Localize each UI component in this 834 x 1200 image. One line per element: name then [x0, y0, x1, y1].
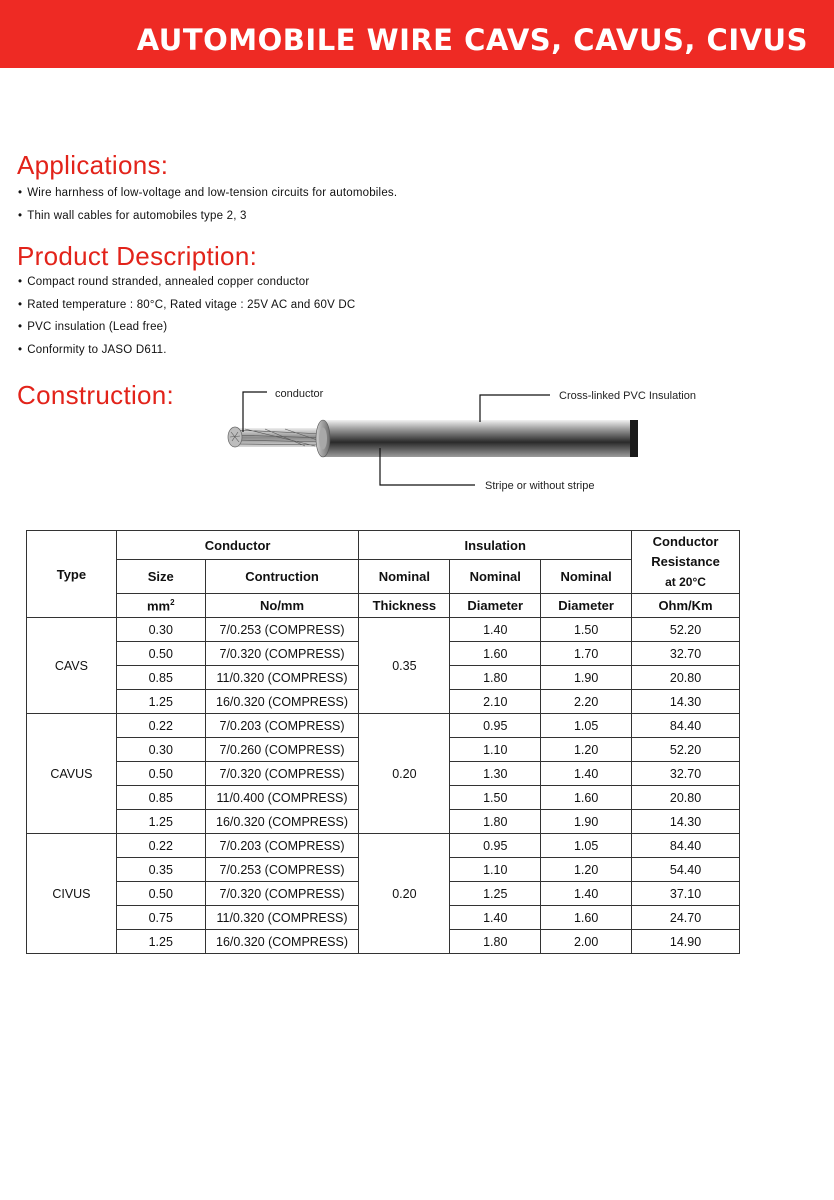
construction-unit: No/mm	[205, 594, 359, 618]
diameter-cell: 1.30	[450, 762, 541, 786]
size-cell: 0.50	[116, 642, 205, 666]
diameter-cell: 1.25	[450, 882, 541, 906]
resistance-cell: 14.90	[632, 930, 740, 954]
size-cell: 0.22	[116, 834, 205, 858]
wire-construction-diagram	[205, 380, 725, 495]
diameter-cell-2: 1.40	[541, 762, 632, 786]
size-unit	[116, 594, 205, 618]
nominal-diameter-header: Nominal	[450, 560, 541, 594]
diameter-cell: 1.60	[450, 642, 541, 666]
construction-cell: 11/0.320 (COMPRESS)	[205, 666, 359, 690]
resistance-header-line1: Conductor	[652, 534, 719, 549]
diameter-cell: 1.50	[450, 786, 541, 810]
diameter-cell-2: 1.90	[541, 810, 632, 834]
applications-list	[18, 182, 397, 227]
size-unit-sup: 2	[170, 597, 175, 607]
size-cell: 0.85	[116, 666, 205, 690]
diameter-cell-2: 1.05	[541, 834, 632, 858]
units-row	[27, 594, 740, 618]
applications-heading: Applications:	[17, 150, 169, 180]
diameter-cell-2: 1.70	[541, 642, 632, 666]
size-cell: 0.35	[116, 858, 205, 882]
diameter-cell-2: 1.60	[541, 786, 632, 810]
construction-heading: Construction:	[17, 380, 175, 410]
resistance-header-line3: at 20°C	[665, 575, 706, 589]
resistance-cell: 20.80	[632, 786, 740, 810]
diameter-cell: 2.10	[450, 690, 541, 714]
diameter-cell: 1.10	[450, 738, 541, 762]
resistance-cell: 32.70	[632, 642, 740, 666]
diameter-cell-2: 1.40	[541, 882, 632, 906]
diameter-unit-2: Diameter	[541, 594, 632, 618]
size-header: Size	[116, 560, 205, 594]
size-cell: 0.30	[116, 738, 205, 762]
construction-cell: 16/0.320 (COMPRESS)	[205, 690, 359, 714]
resistance-cell: 32.70	[632, 762, 740, 786]
product-description-heading: Product Description:	[17, 241, 258, 271]
stripe-label: Stripe or without stripe	[485, 480, 595, 492]
construction-cell: 7/0.320 (COMPRESS)	[205, 882, 359, 906]
type-cell: CAVS	[27, 618, 117, 714]
diameter-cell-2: 1.60	[541, 906, 632, 930]
resistance-cell: 24.70	[632, 906, 740, 930]
page-title: AUTOMOBILE WIRE CAVS, CAVUS, CIVUS	[136, 23, 808, 57]
size-cell: 0.22	[116, 714, 205, 738]
insulation-label: Cross-linked PVC Insulation	[559, 390, 696, 402]
thickness-cell: 0.20	[359, 834, 450, 954]
insulation-header: Insulation	[359, 531, 632, 560]
diameter-cell-2: 2.20	[541, 690, 632, 714]
type-header: Type	[27, 531, 117, 618]
conductor-label: conductor	[275, 388, 324, 400]
nominal-thickness-header: Nominal	[359, 560, 450, 594]
size-unit-base: mm	[146, 598, 171, 614]
list-item: • PVC insulation (Lead free)	[18, 316, 355, 339]
construction-cell: 7/0.320 (COMPRESS)	[205, 762, 359, 786]
type-cell: CIVUS	[27, 834, 117, 954]
diameter-cell: 1.80	[450, 810, 541, 834]
thickness-unit: Thickness	[359, 594, 450, 618]
insulation-jacket	[316, 420, 638, 457]
diameter-cell: 1.40	[450, 618, 541, 642]
size-cell: 0.50	[116, 882, 205, 906]
construction-cell: 7/0.253 (COMPRESS)	[205, 618, 359, 642]
size-cell: 0.85	[116, 786, 205, 810]
resistance-header	[632, 531, 740, 594]
thickness-cell: 0.35	[359, 618, 450, 714]
resistance-cell: 52.20	[632, 618, 740, 642]
conductor-header: Conductor	[116, 531, 359, 560]
table-row	[27, 714, 740, 738]
construction-cell: 11/0.320 (COMPRESS)	[205, 906, 359, 930]
diameter-cell-2: 2.00	[541, 930, 632, 954]
list-item: • Wire harnhess of low-voltage and low-tension circuits for automobiles.	[18, 182, 397, 205]
size-cell: 0.75	[116, 906, 205, 930]
resistance-cell: 52.20	[632, 738, 740, 762]
resistance-cell: 20.80	[632, 666, 740, 690]
size-cell: 0.30	[116, 618, 205, 642]
table-row	[27, 618, 740, 642]
resistance-cell: 14.30	[632, 810, 740, 834]
thickness-cell: 0.20	[359, 714, 450, 834]
diameter-cell-2: 1.20	[541, 858, 632, 882]
description-list	[18, 271, 355, 361]
diameter-cell: 0.95	[450, 834, 541, 858]
table-row	[27, 834, 740, 858]
construction-cell: 7/0.253 (COMPRESS)	[205, 858, 359, 882]
construction-cell: 7/0.203 (COMPRESS)	[205, 834, 359, 858]
diameter-cell-2: 1.50	[541, 618, 632, 642]
diameter-cell: 0.95	[450, 714, 541, 738]
resistance-cell: 84.40	[632, 834, 740, 858]
size-cell: 1.25	[116, 930, 205, 954]
spec-table	[26, 530, 740, 954]
resistance-cell: 37.10	[632, 882, 740, 906]
type-cell: CAVUS	[27, 714, 117, 834]
list-item: • Compact round stranded, annealed copper conductor	[18, 271, 355, 294]
resistance-cell: 84.40	[632, 714, 740, 738]
size-cell: 0.50	[116, 762, 205, 786]
nominal-diameter-header-2: Nominal	[541, 560, 632, 594]
list-item: • Rated temperature : 80°C, Rated vitage : 25V AC and 60V DC	[18, 294, 355, 317]
diameter-cell-2: 1.05	[541, 714, 632, 738]
list-item: • Thin wall cables for automobiles type 2, 3	[18, 205, 397, 228]
diameter-cell: 1.80	[450, 930, 541, 954]
diameter-unit: Diameter	[450, 594, 541, 618]
resistance-unit: Ohm/Km	[632, 594, 740, 618]
construction-header: Contruction	[205, 560, 359, 594]
construction-cell: 7/0.203 (COMPRESS)	[205, 714, 359, 738]
resistance-cell: 14.30	[632, 690, 740, 714]
header-banner	[0, 0, 834, 68]
diameter-cell-2: 1.90	[541, 666, 632, 690]
construction-cell: 7/0.320 (COMPRESS)	[205, 642, 359, 666]
size-cell: 1.25	[116, 810, 205, 834]
resistance-header-line2: Resistance	[651, 554, 720, 569]
construction-cell: 16/0.320 (COMPRESS)	[205, 810, 359, 834]
list-item: • Conformity to JASO D611.	[18, 339, 355, 362]
diameter-cell: 1.10	[450, 858, 541, 882]
diameter-cell: 1.80	[450, 666, 541, 690]
construction-cell: 7/0.260 (COMPRESS)	[205, 738, 359, 762]
size-cell: 1.25	[116, 690, 205, 714]
diameter-cell: 1.40	[450, 906, 541, 930]
construction-cell: 11/0.400 (COMPRESS)	[205, 786, 359, 810]
header-row	[27, 531, 740, 560]
diameter-cell-2: 1.20	[541, 738, 632, 762]
construction-cell: 16/0.320 (COMPRESS)	[205, 930, 359, 954]
resistance-cell: 54.40	[632, 858, 740, 882]
